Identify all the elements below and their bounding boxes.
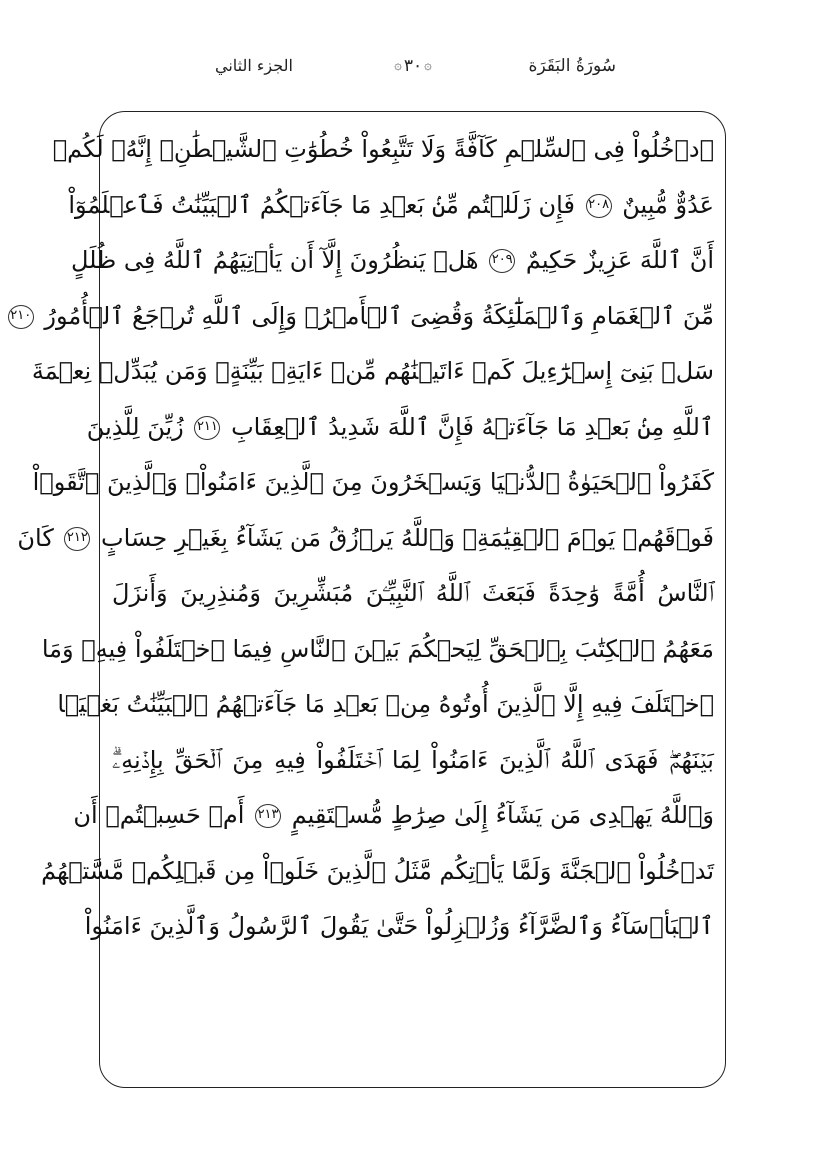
verse-number-marker: ٢١٣: [255, 804, 281, 828]
verse-text: بَيۡنَهُمۡۖ فَهَدَى ٱللَّهُ ٱلَّذِينَ ءَامَنُواْ لِمَا ٱخۡتَلَفُواْ فِيهِ مِنَ ٱلۡحَقِّ بِإِذۡنِهِۦۗ: [112, 745, 714, 774]
verse-text: مَعَهُمُ ٱلۡكِتَٰبَ بِٱلۡحَقِّ لِيَحۡكُمَ بَيۡنَ ٱلنَّاسِ فِيمَا ٱخۡتَلَفُواْ فِيهِۚ وَمَا: [41, 634, 714, 663]
text-line: [112, 733, 714, 789]
verse-text: ٱلنَّاسُ أُمَّةً وَٰحِدَةً فَبَعَثَ ٱللَّهُ ٱلنَّبِيِّـۧنَ مُبَشِّرِينَ وَمُنذِرِينَ وَأَنزَلَ: [112, 579, 714, 607]
text-line: [32, 455, 714, 511]
verse-text: مِّنَ ٱلۡغَمَامِ وَٱلۡمَلَٰٓئِكَةُ وَقُضِىَ ٱلۡأَمۡرُۚ وَإِلَى ٱللَّهِ تُرۡجَعُ ٱلۡأُمُورُ: [44, 301, 714, 330]
page-header: [0, 56, 826, 88]
verse-text: أَنَّ ٱللَّهَ عَزِيزٌ حَكِيمٌ: [525, 246, 714, 274]
ornament-icon: ۞: [394, 58, 402, 73]
verse-number-marker: ٢١٢: [64, 527, 90, 551]
text-line: [41, 844, 714, 900]
text-line: [68, 178, 714, 234]
verse-number-marker: ٢١١: [194, 416, 220, 440]
juz-name: الجزء الثاني: [215, 56, 293, 75]
text-line: [10, 289, 714, 345]
verse-text: ٱدۡخُلُواْ فِى ٱلسِّلۡمِ كَآفَّةً وَلَا تَتَّبِعُواْ خُطُوَٰتِ ٱلشَّيۡطَٰنِۚ إِنَّهُۥ لَكُمۡ: [52, 135, 714, 163]
verse-text: ٱللَّهِ مِنۢ بَعۡدِ مَا جَآءَتۡهُ فَإِنَّ ٱللَّهَ شَدِيدُ ٱلۡعِقَابِ: [231, 412, 714, 441]
verse-text: تَدۡخُلُواْ ٱلۡجَنَّةَ وَلَمَّا يَأۡتِكُم مَّثَلُ ٱلَّذِينَ خَلَوۡاْ مِن قَبۡلِكُمۖ مَّسَّتۡهُمُ: [41, 856, 714, 885]
verse-text: سَلۡ بَنِىٓ إِسۡرَٰٓءِيلَ كَمۡ ءَاتَيۡنَٰهُم مِّنۡ ءَايَةِۭ بَيِّنَةٍۗ وَمَن يُبَدِّلۡ نِعۡمَةَ: [31, 357, 714, 385]
verse-text: ٱخۡتَلَفَ فِيهِ إِلَّا ٱلَّذِينَ أُوتُوهُ مِنۢ بَعۡدِ مَا جَآءَتۡهُمُ ٱلۡبَيِّنَٰتُ بَغۡيَۢا: [57, 690, 714, 718]
verse-text: عَدُوٌّ مُّبِينٌ: [622, 190, 714, 219]
text-line: [41, 622, 714, 678]
text-line: [112, 566, 714, 622]
verse-text: كَفَرُواْ ٱلۡحَيَوٰةُ ٱلدُّنۡيَا وَيَسۡخَرُونَ مِنَ ٱلَّذِينَ ءَامَنُواْۘ وَٱلَّذِينَ ٱتَّقَوۡاْ: [32, 468, 714, 496]
verse-text: هَلۡ يَنظُرُونَ إِلَّآ أَن يَأۡتِيَهُمُ ٱللَّهُ فِى ظُلَلٍ: [70, 246, 479, 274]
text-line: [31, 344, 714, 400]
text-line: [84, 899, 714, 955]
verse-text: وَٱللَّهُ يَهۡدِى مَن يَشَآءُ إِلَىٰ صِرَٰطٍ مُّسۡتَقِيمٍ: [291, 801, 714, 829]
verse-text: كَانَ: [17, 523, 54, 552]
verse-number-marker: ٢٠٨: [586, 194, 612, 218]
text-line: [70, 233, 714, 289]
ornament-icon: ۞: [424, 58, 432, 73]
text-line: [73, 788, 714, 844]
page-number-value: ٣٠: [403, 56, 423, 76]
text-line: [52, 122, 714, 178]
surah-name: سُورَةُ البَقَرَة: [528, 56, 616, 76]
verse-text: أَمۡ حَسِبۡتُمۡ أَن: [73, 801, 245, 829]
verse-text: ٱلۡبَأۡسَآءُ وَٱلضَّرَّآءُ وَزُلۡزِلُواْ حَتَّىٰ يَقُولَ ٱلرَّسُولُ وَٱلَّذِينَ ءَامَنُواْ: [84, 912, 714, 940]
verse-number-marker: ٢١٠: [8, 305, 34, 329]
page-number: [392, 56, 434, 76]
text-line: [17, 511, 714, 567]
verse-text: زُيِّنَ لِلَّذِينَ: [86, 412, 184, 441]
quran-text-block: [10, 122, 714, 955]
verse-text: فَإِن زَلَلۡتُم مِّنۢ بَعۡدِ مَا جَآءَتۡكُمُ ٱلۡبَيِّنَٰتُ فَٱعۡلَمُوٓاْ: [68, 190, 575, 219]
text-line: [86, 400, 714, 456]
text-line: [57, 677, 714, 733]
verse-text: فَوۡقَهُمۡ يَوۡمَ ٱلۡقِيَٰمَةِۗ وَٱللَّهُ يَرۡزُقُ مَن يَشَآءُ بِغَيۡرِ حِسَابٍ: [101, 523, 714, 552]
verse-number-marker: ٢٠٩: [489, 249, 515, 273]
